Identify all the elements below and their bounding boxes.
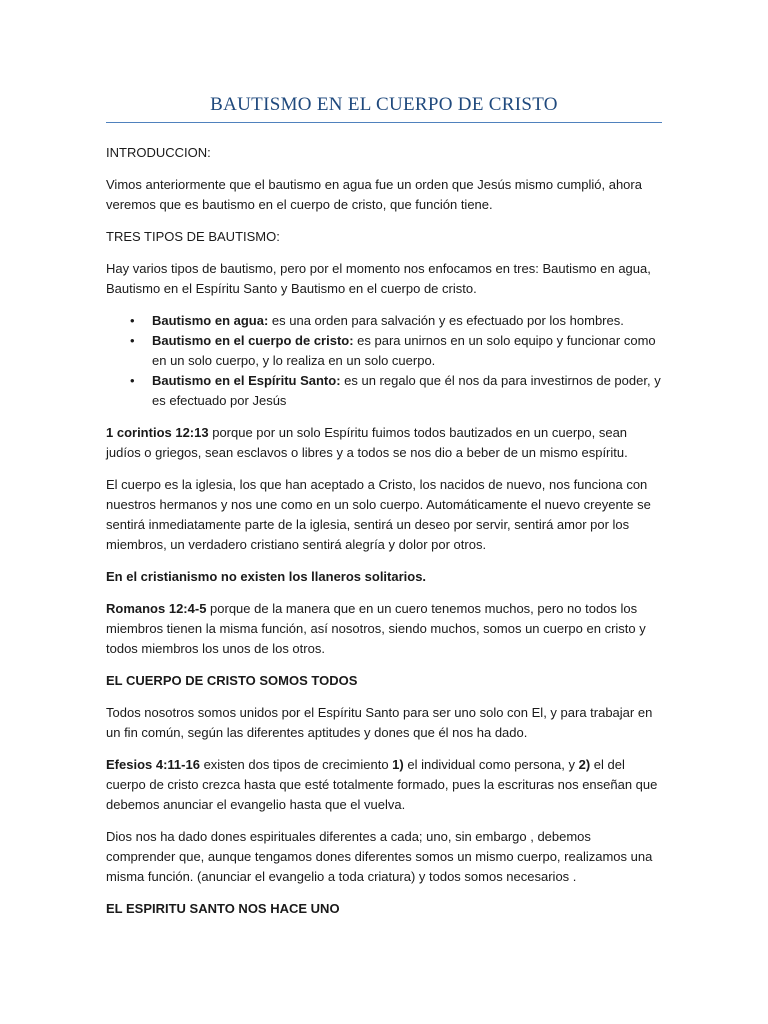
romanos-paragraph [106, 599, 662, 659]
types-heading: TRES TIPOS DE BAUTISMO: [106, 229, 280, 244]
list-item [130, 371, 662, 411]
document-page [106, 0, 662, 931]
list-item-term: Bautismo en agua: [152, 313, 269, 328]
document-title: BAUTISMO EN EL CUERPO DE CRISTO [106, 94, 662, 123]
efesios-text-a: existen dos tipos de crecimiento [199, 757, 393, 772]
types-paragraph: Hay varios tipos de bautismo, pero por el momento nos enfocamos en tres: Bautismo en agua, Bautismo en el Espíritu Santo y Bautismo en el cuerpo de cristo. [106, 261, 651, 296]
corintios-paragraph [106, 423, 662, 463]
list-item [130, 311, 662, 331]
efesios-number-2: 2) [578, 757, 591, 772]
efesios-number-1: 1) [392, 757, 404, 772]
corintios-text: porque por un solo Espíritu fuimos todos bautizados en un cuerpo, sean judíos o griegos, sean esclavos o libres y a todos se nos dio a beber de un mismo espíritu. [106, 425, 628, 460]
romanos-reference: Romanos 12:4-5 [106, 601, 207, 616]
efesios-reference: Efesios 4:11-16 [106, 757, 200, 772]
intro-paragraph: Vimos anteriormente que el bautismo en agua fue un orden que Jesús mismo cumplió, ahora veremos que es bautismo en el cuerpo de cristo, que función tiene. [106, 177, 642, 212]
list-item-text: es para unirnos en un solo equipo y funcionar como en un solo cuerpo, y lo realiza en un solo cuerpo. [152, 333, 656, 368]
corintios-reference: 1 corintios 12:13 [106, 425, 209, 440]
list-item-text: es una orden para salvación y es efectuado por los hombres. [268, 313, 624, 328]
list-item [130, 331, 662, 371]
baptism-types-list [106, 311, 662, 411]
efesios-text-b: el individual como persona, y [403, 757, 579, 772]
espiritu-heading: EL ESPIRITU SANTO NOS HACE UNO [106, 901, 340, 916]
llaneros-paragraph: En el cristianismo no existen los llaneros solitarios. [106, 569, 427, 584]
bullet-icon: • [130, 333, 135, 348]
list-item-term: Bautismo en el cuerpo de cristo: [152, 333, 354, 348]
dones-paragraph: Dios nos ha dado dones espirituales diferentes a cada; uno, sin embargo , debemos comprender que, aunque tengamos dones diferentes somos un mismo cuerpo, realizamos una misma función. (anunciar el evangelio a toda criatura) y todos somos necesarios . [106, 829, 653, 884]
somos-paragraph: Todos nosotros somos unidos por el Espíritu Santo para ser uno solo con El, y para trabajar en un fin común, según las diferentes aptitudes y dones que él nos ha dado. [106, 705, 653, 740]
intro-heading: INTRODUCCION: [106, 145, 211, 160]
bullet-icon: • [130, 373, 135, 388]
list-item-term: Bautismo en el Espíritu Santo: [152, 373, 341, 388]
list-item-text: es un regalo que él nos da para investirnos de poder, y es efectuado por Jesús [152, 373, 661, 408]
bullet-icon: • [130, 313, 135, 328]
cuerpo-paragraph: El cuerpo es la iglesia, los que han aceptado a Cristo, los nacidos de nuevo, nos funciona con nuestros hermanos y nos une como en un solo cuerpo. Automáticamente el nuevo creyente se sentirá inmediatamente parte de la iglesia, sentirá un deseo por servir, sentirá amor por los miembros, un verdadero cristiano sentirá alegría y dolor por otros. [106, 477, 651, 552]
romanos-text: porque de la manera que en un cuero tenemos muchos, pero no todos los miembros tienen la misma función, así nosotros, siendo muchos, somos un cuerpo en cristo y todos miembros los unos de los otros. [106, 601, 646, 656]
efesios-text-c: el del cuerpo de cristo crezca hasta que esté totalmente formado, pues la escrituras nos enseñan que debemos anunciar el evangelio hasta que el vuelva. [106, 757, 658, 812]
efesios-paragraph [106, 755, 662, 815]
somos-heading: EL CUERPO DE CRISTO SOMOS TODOS [106, 673, 358, 688]
